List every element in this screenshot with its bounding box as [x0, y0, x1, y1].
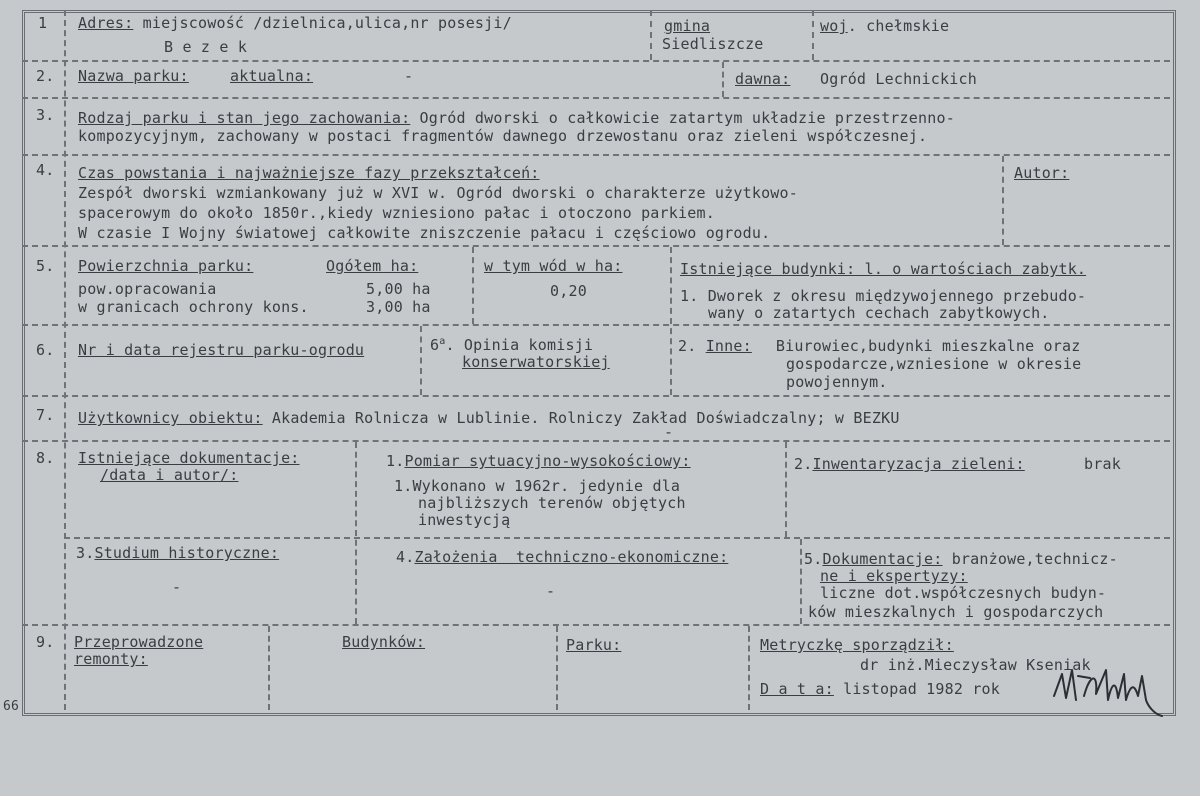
cell-divider	[785, 442, 787, 537]
row-5-number: 5.	[36, 257, 55, 275]
cell-divider	[800, 539, 802, 624]
row-divider	[22, 624, 1170, 626]
gmina-label: gmina	[664, 17, 711, 35]
other-buildings-line-2: gospodarcze,wzniesione w okresie	[786, 355, 1082, 373]
row-divider	[22, 324, 1170, 326]
park-type-line-2: kompozycyjnym, zachowany w postaci fragmentów dawnego drzewostanu oraz zieleni współczesnej.	[78, 127, 928, 145]
survey-line-2: najbliższych terenów objętych	[418, 494, 686, 512]
users-line	[78, 409, 900, 427]
cell-divider	[472, 247, 474, 324]
date-label: D a t a:	[760, 680, 834, 698]
cell-divider	[1002, 156, 1004, 245]
row-divider	[22, 60, 1170, 62]
voivodeship-label: woj	[820, 17, 848, 35]
opinion-line-1: 6$^a$. Opinia komisji	[430, 336, 594, 354]
greenery-inventory: 2.Inwentaryzacja zieleni:	[794, 455, 1025, 473]
cell-divider	[355, 442, 357, 624]
other-buildings-line-1: 2. Inne: Biurowiec,budynki mieszkalne oraz	[678, 337, 1081, 355]
side-note: 66	[3, 699, 20, 714]
area-row-2-label: w granicach ochrony kons.	[78, 298, 309, 316]
area-row-1-label: pow.opracowania	[78, 280, 217, 298]
historical-study-value: -	[172, 578, 182, 596]
row-1-number: 1	[38, 14, 48, 32]
documentation-line-1: 5.Dokumentacje: branżowe,technicz-	[804, 550, 1118, 568]
docs-label-line-2: /data i autor/:	[100, 466, 239, 484]
row-4-number: 4.	[36, 161, 55, 179]
survey-line-3: inwestycją	[418, 511, 511, 529]
row-divider	[64, 537, 1170, 539]
date-value: listopad 1982 rok	[833, 680, 1001, 698]
park-type-line-1: Rodzaj parku i stan jego zachowania: Ogród dworski o całkowicie zatartym układzie przestrzenno-	[78, 109, 955, 127]
area-total-label: Ogółem ha:	[326, 257, 419, 275]
current-name-value: -	[404, 67, 414, 85]
water-label: w tym wód w ha:	[484, 257, 623, 275]
historical-study: 3.Studium historyczne:	[76, 544, 280, 562]
park-type-label: Rodzaj parku i stan jego zachowania:	[78, 109, 411, 127]
cell-divider	[650, 10, 652, 60]
cell-divider	[556, 626, 558, 710]
gmina-value: Siedliszcze	[662, 35, 764, 53]
cell-divider	[670, 247, 672, 395]
cell-divider	[420, 326, 422, 395]
survey-heading: 1.Pomiar sytuacyjno-wysokościowy:	[386, 452, 691, 470]
prepared-by-label: Metryczkę sporządził:	[760, 636, 954, 654]
row-divider	[22, 245, 1170, 247]
history-line-3: W czasie I Wojny światowej całkowite zniszczenie pałacu i częściowo ogrodu.	[78, 224, 771, 242]
address-label-rest: miejscowość /dzielnica,ulica,nr posesji/	[133, 14, 512, 32]
row-8-number: 8.	[36, 449, 55, 467]
buildings-repairs-label: Budynków:	[342, 633, 426, 651]
register-label: Nr i data rejestru parku-ogrodu	[78, 341, 365, 359]
row-6-number: 6.	[36, 341, 55, 359]
survey-line-1: 1.Wykonano w 1962r. jedynie dla	[394, 477, 681, 495]
technical-economic: 4.Założenia techniczno-ekonomiczne:	[396, 548, 729, 566]
repairs-label-line-2: remonty:	[74, 650, 148, 668]
cell-divider	[268, 626, 270, 710]
former-name-label: dawna:	[735, 70, 791, 88]
documentation-line-3: liczne dot.współczesnych budyn-	[820, 584, 1107, 602]
cell-divider	[748, 626, 750, 710]
history-line-1: Zespół dworski wzmiankowany już w XVI w. Ogród dworski o charakterze użytkowo-	[78, 184, 798, 202]
row-2-number: 2.	[36, 67, 55, 85]
row-9-number: 9.	[36, 633, 55, 651]
building-1-line-1: 1. Dworek z okresu międzywojennego przebudo-	[680, 287, 1087, 305]
history-line-2: spacerowym do około 1850r.,kiedy wzniesiono pałac i otoczono parkiem.	[78, 204, 715, 222]
history-label: Czas powstania i najważniejsze fazy przekształceń:	[78, 164, 540, 182]
voivodeship-field	[820, 17, 949, 35]
greenery-inventory-value: brak	[1084, 455, 1121, 473]
address-label: Adres:	[78, 14, 134, 32]
date-line	[760, 680, 1000, 698]
cell-divider	[812, 10, 814, 60]
row-divider	[22, 440, 1170, 442]
users-value: Akademia Rolnicza w Lublinie. Rolniczy Zakład Doświadczalny; w BEZKU	[262, 409, 900, 427]
cell-divider	[722, 62, 724, 97]
row-3-number: 3.	[36, 106, 55, 124]
current-name-label: aktualna:	[230, 67, 314, 85]
voivodeship-value: . chełmskie	[847, 17, 950, 35]
opinion-line-2: konserwatorskiej	[462, 353, 610, 371]
row-divider	[22, 395, 1170, 397]
docs-label-line-1: Istniejące dokumentacje:	[78, 449, 300, 467]
building-1-line-2: wany o zatartych cechach zabytkowych.	[708, 304, 1050, 322]
former-name-value: Ogród Lechnickich	[820, 70, 977, 88]
prepared-by-value: dr inż.Mieczysław Kseniak	[860, 656, 1091, 674]
documentation-line-2: ne i ekspertyzy:	[820, 567, 968, 585]
water-value: 0,20	[550, 282, 587, 300]
area-row-2-value: 3,00 ha	[366, 298, 431, 316]
row-divider	[22, 97, 1170, 99]
handwritten-signature	[1050, 656, 1165, 718]
author-label: Autor:	[1014, 164, 1070, 182]
users-label: Użytkownicy obiektu:	[78, 409, 263, 427]
repairs-label-line-1: Przeprowadzone	[74, 633, 204, 651]
address-value: B e z e k	[164, 38, 248, 56]
number-column-divider	[64, 10, 66, 710]
users-dash: -	[664, 423, 674, 441]
other-buildings-line-3: powojennym.	[786, 373, 888, 391]
technical-economic-value: -	[546, 582, 556, 600]
park-repairs-label: Parku:	[566, 636, 622, 654]
documentation-line-4: ków mieszkalnych i gospodarczych	[808, 603, 1104, 621]
row-divider	[22, 154, 1170, 156]
address-field	[78, 14, 512, 32]
area-row-1-value: 5,00 ha	[366, 280, 431, 298]
area-label: Powierzchnia parku:	[78, 257, 254, 275]
row-7-number: 7.	[36, 406, 55, 424]
existing-buildings-label: Istniejące budynki: l. o wartościach zabytk.	[680, 260, 1087, 278]
park-name-label: Nazwa parku:	[78, 67, 189, 85]
